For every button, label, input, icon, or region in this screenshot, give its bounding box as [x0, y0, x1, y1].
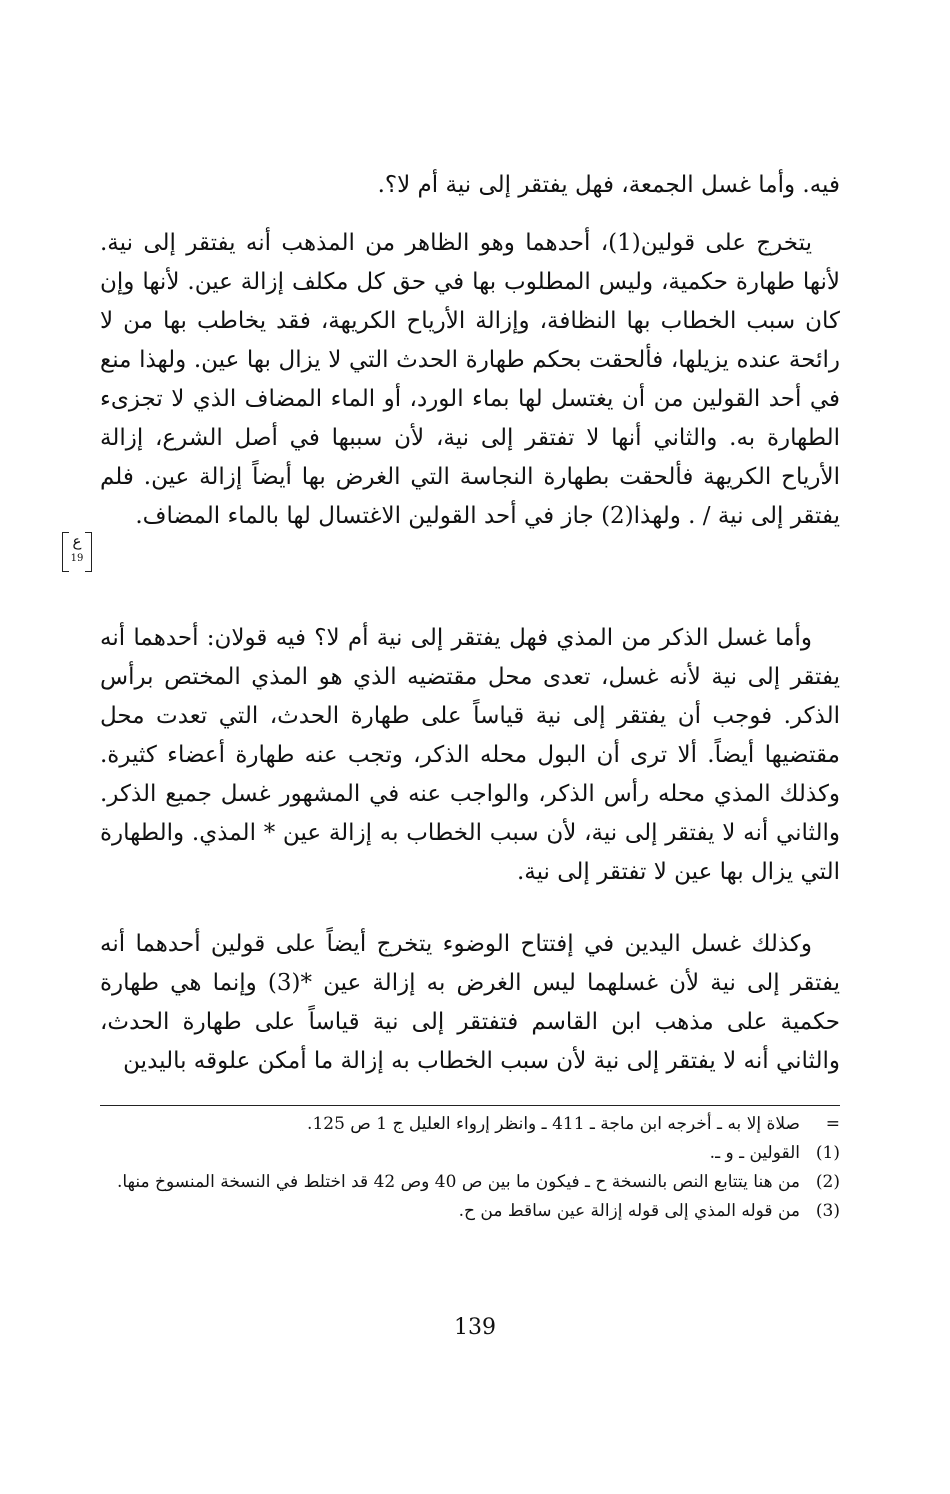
margin-letter: ع [72, 532, 82, 550]
paragraph-4-block [100, 925, 840, 1081]
footnote-text: القولين ـ و ـ. [709, 1143, 800, 1163]
footnote-2 [100, 1168, 840, 1197]
paragraph-4: وكذلك غسل اليدين في إفتتاح الوضوء يتخرج أيضاً على قولين أحدهما أنه يفتقر إلى نية لأن غسلهما ليس الغرض به إزالة عين *(3) وإنما هي طهارة حكمية على مذهب ابن القاسم فتفتقر إلى نية قياساً على طهارة الحدث، والثاني أنه لا يفتقر إلى نية لأن سبب الخطاب به إزالة ما أمكن علوقه باليدين [100, 931, 841, 1074]
footnotes [100, 1110, 840, 1226]
page-number: 139 [454, 1315, 496, 1340]
paragraph-1: فيه. وأما غسل الجمعة، فهل يفتقر إلى نية أم لا؟. [377, 172, 840, 198]
paragraph-2-block [100, 224, 840, 536]
footnote-continuation [100, 1110, 840, 1139]
footnote-marker: (3) [815, 1201, 840, 1221]
paragraph-1-block [100, 166, 840, 205]
margin-folio-number: 19 [70, 553, 84, 564]
footnote-marker: (2) [815, 1172, 840, 1192]
footnote-text: من هنا يتتابع النص بالنسخة ح ـ فيكون ما بين ص 40 وص 42 قد اختلط في النسخة المنسوخ منها. [116, 1172, 800, 1192]
footnote-marker: = [825, 1114, 840, 1134]
paragraph-2: يتخرج على قولين(1)، أحدهما وهو الظاهر من المذهب أنه يفتقر إلى نية. لأنها طهارة حكمية، وليس المطلوب بها في حق كل مكلف إزالة عين. لأنها وإن كان سبب الخطاب بها النظافة، وإزالة الأرياح الكريهة، فقد يخاطب بها من لا رائحة عنده يزيلها، فألحقت بحكم طهارة الحدث التي لا يزال بها عين. ولهذا منع في أحد القولين من أن يغتسل لها بماء الورد، أو الماء المضاف الذي لا تجزىء الطهارة به. والثاني أنها لا تفتقر إلى نية، لأن سببها في أصل الشرع، إزالة الأرياح الكريهة فألحقت بطهارة النجاسة التي الغرض بها أيضاً إزالة عين. فلم يفتقر إلى نية / . ولهذا(2) جاز في أحد القولين الاغتسال لها بالماء المضاف. [100, 230, 840, 529]
footnote-text: من قوله المذي إلى قوله إزالة عين ساقط من ح. [458, 1201, 800, 1221]
margin-manuscript-marker [62, 532, 92, 572]
footnote-1 [100, 1139, 840, 1168]
paragraph-3: وأما غسل الذكر من المذي فهل يفتقر إلى نية أم لا؟ فيه قولان: أحدهما أنه يفتقر إلى نية لأنه غسل، تعدى محل مقتضيه الذي هو المذي المختص برأس الذكر. فوجب أن يفتقر إلى نية قياساً على طهارة الحدث، التي تعدت محل مقتضيها أيضاً. ألا ترى أن البول محله الذكر، وتجب عنه طهارة أعضاء كثيرة. وكذلك المذي محله رأس الذكر، والواجب عنه في المشهور غسل جميع الذكر. والثاني أنه لا يفتقر إلى نية، لأن سبب الخطاب به إزالة عين * المذي. والطهارة التي يزال بها عين لا تفتقر إلى نية. [100, 625, 840, 885]
footnote-marker: (1) [815, 1143, 840, 1163]
paragraph-3-block [100, 619, 840, 892]
footnote-text: صلاة إلا به ـ أخرجه ابن ماجة ـ 411 ـ وانظر إرواء العليل ج 1 ص 125. [307, 1114, 800, 1134]
footnote-3 [100, 1197, 840, 1226]
footnote-separator [100, 1105, 840, 1106]
